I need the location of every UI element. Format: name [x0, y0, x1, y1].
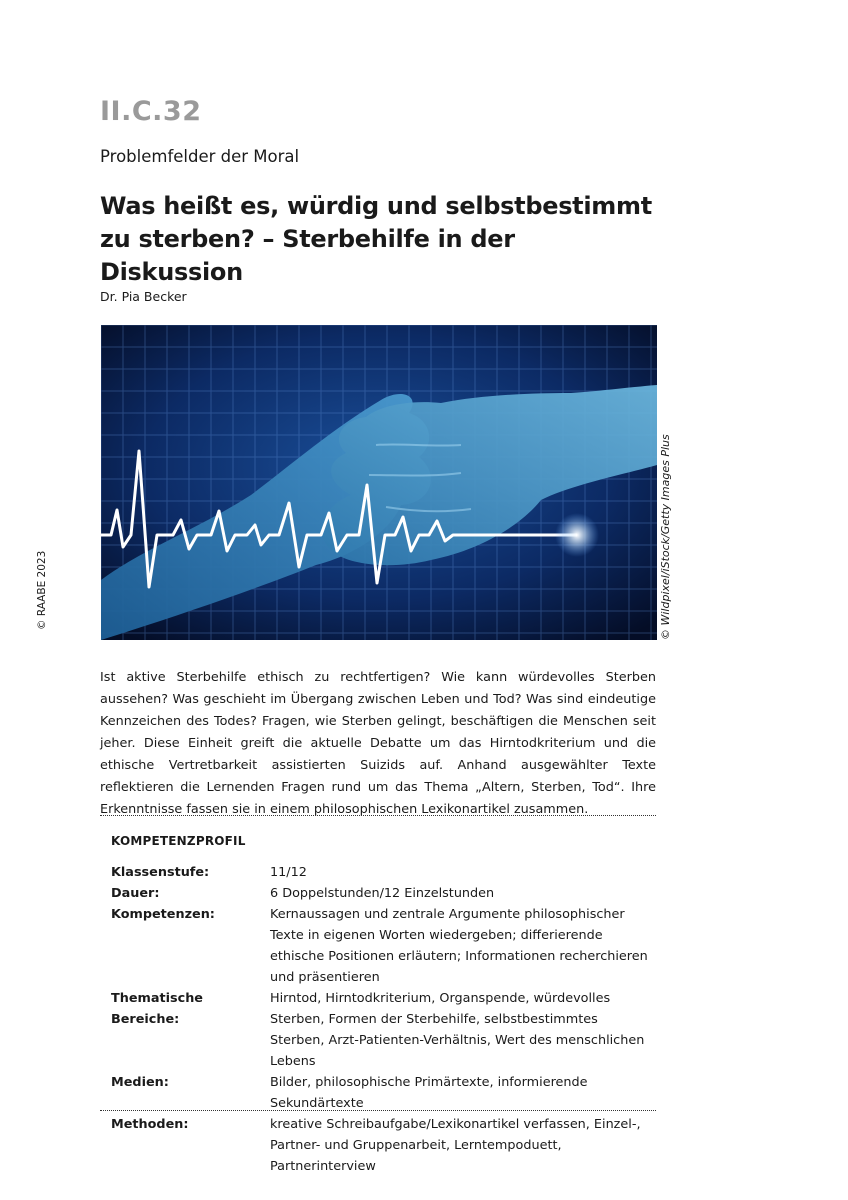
profile-key: Klassenstufe:: [111, 865, 210, 880]
profile-key: Thematische Bereiche:: [111, 991, 203, 1027]
profile-row: [111, 988, 656, 1072]
profile-value: Kernaussagen und zentrale Argumente philosophischer Texte in eigenen Worten wiedergeben; differierende ethische Positionen erläutern; Informationen recherchieren und präsentieren: [270, 907, 648, 985]
profile-row: [111, 862, 656, 883]
pulse-glow: [555, 513, 599, 557]
competence-profile: [111, 834, 656, 1177]
image-credit: © Wildpixel/iStock/Getty Images Plus: [659, 434, 672, 640]
divider-top: [100, 815, 656, 816]
profile-key: Methoden:: [111, 1117, 189, 1132]
intro-paragraph: Ist aktive Sterbehilfe ethisch zu rechtfertigen? Wie kann würdevolles Sterben aussehen? Was geschieht im Übergang zwischen Leben und Tod? Was sind eindeutige Kennzeichen des Todes? Fragen, wie Sterben gelingt, beschäftigen die Menschen seit jeher. Diese Einheit greift die aktuelle Debatte um das Hirntodkriterium und die ethische Vertretbarkeit assistierten Suizids auf. Anhand ausgewählter Texte reflektieren die Lernenden Fragen rund um das Thema „Altern, Sterben, Tod“. Ihre Erkenntnisse fassen sie in einem philosophischen Lexikonartikel zusammen.: [100, 670, 656, 817]
profile-value: kreative Schreibaufgabe/Lexikonartikel verfassen, Einzel-, Partner- und Gruppenarbeit, Lerntempoduett, Partnerinterview: [270, 1117, 641, 1174]
side-copyright: © RAABE 2023: [36, 550, 48, 630]
author: Dr. Pia Becker: [100, 289, 187, 304]
profile-row: [111, 1114, 656, 1177]
divider-bottom: [100, 1110, 656, 1111]
profile-title: KOMPETENZPROFIL: [111, 834, 246, 848]
profile-row: [111, 883, 656, 904]
page-title: Was heißt es, würdig und selbstbestimmt zu sterben? – Sterbehilfe in der Diskussion: [100, 192, 652, 286]
profile-value: 11/12: [270, 865, 307, 880]
section-subtitle: Problemfelder der Moral: [100, 147, 300, 166]
profile-value: 6 Doppelstunden/12 Einzelstunden: [270, 886, 495, 901]
profile-value: Hirntod, Hirntodkriterium, Organspende, würdevolles Sterben, Formen der Sterbehilfe, selbstbestimmtes Sterben, Arzt-Patienten-Verhältnis, Wert des menschlichen Lebens: [270, 991, 645, 1069]
profile-row: [111, 904, 656, 988]
profile-key: Kompetenzen:: [111, 907, 215, 922]
hero-image: [101, 325, 657, 640]
unit-code: II.C.32: [100, 96, 202, 127]
profile-key: Medien:: [111, 1075, 169, 1090]
profile-key: Dauer:: [111, 886, 160, 901]
profile-value: Bilder, philosophische Primärtexte, informierende Sekundärtexte: [270, 1075, 588, 1111]
profile-row: [111, 1072, 656, 1114]
